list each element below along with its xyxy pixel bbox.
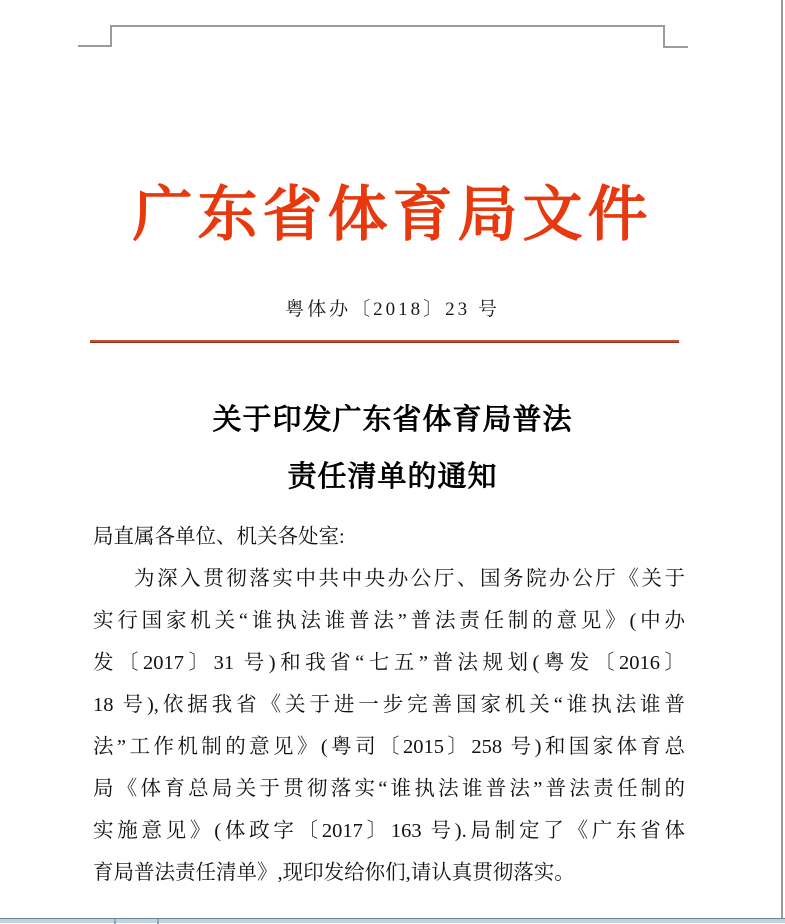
document-body (93, 516, 685, 894)
notice-title (95, 392, 690, 506)
body-line-3: 发〔2017〕31 号)和我省“七五”普法规划(粤发〔2016〕 (93, 652, 685, 674)
statusbar-separator (157, 919, 159, 924)
body-line-6: 局《体育总局关于贯彻落实“谁执法谁普法”普法责任制的 (93, 778, 685, 800)
body-line-2: 实行国家机关“谁执法谁普法”普法责任制的意见》(中办 (93, 610, 685, 632)
notice-title-line-1: 关于印发广东省体育局普法 (212, 404, 573, 436)
salutation-line: 局直属各单位、机关各处室: (93, 526, 345, 548)
letterhead-title: 广东省体育局文件 (132, 182, 653, 248)
body-line-8: 育局普法责任清单》,现印发给你们,请认真贯彻落实。 (93, 862, 575, 884)
body-line-5: 法”工作机制的意见》(粤司〔2015〕258 号)和国家体育总 (93, 736, 685, 758)
page-corner-notch-left-horizontal (78, 45, 112, 47)
document-number: 粤体办〔2018〕23 号 (285, 299, 500, 320)
page-top-boundary-line (110, 25, 665, 27)
red-divider-line (90, 340, 679, 343)
page-corner-notch-right-horizontal (663, 46, 688, 48)
statusbar-top-sliver (0, 918, 785, 923)
body-line-1: 为深入贯彻落实中共中央办公厅、国务院办公厅《关于 (134, 568, 685, 590)
page-corner-notch-right-vertical (663, 25, 665, 48)
page-right-edge-line (781, 0, 783, 918)
body-line-4: 18 号),依据我省《关于进一步完善国家机关“谁执法谁普 (93, 694, 685, 716)
statusbar-separator (114, 919, 116, 924)
page-corner-notch-left-vertical (110, 25, 112, 47)
body-line-7: 实施意见》(体政字〔2017〕163 号).局制定了《广东省体 (93, 820, 685, 842)
notice-title-line-2: 责任清单的通知 (287, 461, 498, 493)
